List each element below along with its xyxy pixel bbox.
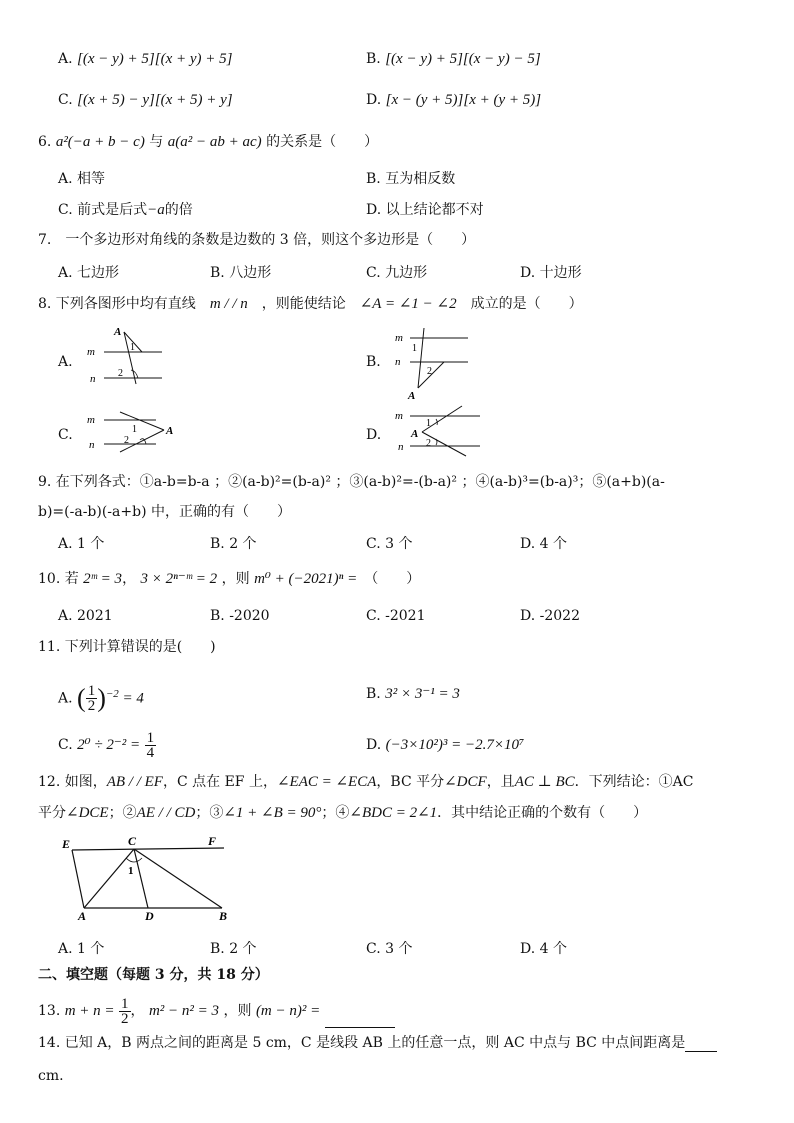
q10-option-d: D. -2022 <box>520 608 580 624</box>
q12-label-D: D <box>145 909 154 923</box>
q8b-label-A: A <box>408 390 416 402</box>
q12-stem-line1: 12. 如图，AB / / EF，C 点在 EF 上，∠EAC = ∠ECA，BC 平分∠DCF，且AC ⊥ BC．下列结论：①AC <box>38 774 694 790</box>
q9-option-c: C. 3 个 <box>366 536 413 552</box>
q8-figure-b <box>394 322 474 402</box>
q7-option-a: A. 七边形 <box>58 265 120 281</box>
q5-option-a: A. [(x − y) + 5][(x + y) + 5] <box>58 51 233 67</box>
q8-figure-c <box>84 404 180 454</box>
q12-stem-line2: 平分∠DCE；②AE / / CD；③∠1 + ∠B = 90°；④∠BDC = 2∠1．其中结论正确的个数有（ ） <box>38 805 648 821</box>
q8c-label-1: 1 <box>132 424 137 435</box>
q10-option-c: C. -2021 <box>366 608 426 624</box>
q8-option-b: B. <box>366 354 381 370</box>
q8-option-a: A. <box>58 354 73 370</box>
q8b-label-1: 1 <box>412 343 417 354</box>
q7-option-c: C. 九边形 <box>366 265 428 281</box>
q7-option-b: B. 八边形 <box>210 265 272 281</box>
q13-stem: 13. m + n = $\frac{1}{2}$ ， m² − n² = 3 ，则 (m − n)² = <box>38 994 395 1028</box>
q8c-label-A: A <box>166 425 174 437</box>
q7-stem: 7. 一个多边形对角线的条数是边数的 3 倍，则这个多边形是（ ） <box>38 232 476 248</box>
q5-option-d: D. [x − (y + 5)][x + (y + 5)] <box>366 92 542 108</box>
q8a-label-m: m <box>87 346 95 358</box>
q12-label-C: C <box>128 834 137 848</box>
q8b-label-2: 2 <box>427 366 432 377</box>
q10-option-a: A. 2021 <box>58 608 113 624</box>
q8-figure-a <box>84 322 174 390</box>
q6-stem: 6. a²(−a + b − c) 与 a(a² − ab + ac) 的关系是（ ） <box>38 134 379 150</box>
q8b-label-m: m <box>395 332 403 344</box>
q11-stem: 11. 下列计算错误的是( ) <box>38 639 216 655</box>
q14-answer-blank[interactable] <box>685 1037 717 1052</box>
q6-option-a: A. 相等 <box>58 171 106 187</box>
q12-label-1: 1 <box>128 865 134 877</box>
q12-option-a: A. 1 个 <box>58 941 105 957</box>
q12-figure <box>58 832 238 924</box>
q8-option-d: D. <box>366 427 382 443</box>
q11-option-a: A. ( $\frac{1}{2}$ )$^{-2}$ = 4 <box>58 683 144 715</box>
q12-option-d: D. 4 个 <box>520 941 567 957</box>
q9-option-b: B. 2 个 <box>210 536 257 552</box>
section-heading-fill-in: 二、填空题（每题 3 分，共 18 分） <box>38 967 269 983</box>
q10-stem: 10. 若 2ᵐ = 3， 3 × 2ⁿ⁻ᵐ = 2 ，则 m⁰ + (−2021)ⁿ = （ ） <box>38 571 421 587</box>
q12-label-F: F <box>208 834 217 848</box>
q6-option-d: D. 以上结论都不对 <box>366 202 484 218</box>
q11-option-d: D. (−3×10²)³ = −2.7×10⁷ <box>366 737 525 753</box>
q8d-label-2: 2 <box>426 438 431 449</box>
q12-label-A: A <box>78 909 87 923</box>
q9-stem-line1: 9. 在下列各式：①a-b=b-a ；②(a-b)²=(b-a)² ；③(a-b)²=-(b-a)² ；④(a-b)³=(b-a)³；⑤(a+b)(a- <box>38 474 665 490</box>
q14-stem-line2: cm. <box>38 1068 64 1084</box>
q8a-label-n: n <box>90 373 96 385</box>
q12-label-B: B <box>219 909 228 923</box>
q8-option-c: C. <box>58 427 73 443</box>
q7-option-d: D. 十边形 <box>520 265 582 281</box>
q8d-label-n: n <box>398 441 404 453</box>
q9-stem-line2: b)=(-a-b)(-a+b) 中，正确的有（ ） <box>38 504 291 520</box>
q8c-label-2: 2 <box>124 435 129 446</box>
q9-option-a: A. 1 个 <box>58 536 105 552</box>
q14-stem-line1: 14. 已知 A，B 两点之间的距离是 5 cm，C 是线段 AB 上的任意一点，则 AC 中点与 BC 中点间距离是 <box>38 1034 717 1052</box>
q8-stem: 8. 下列各图形中均有直线 m / / n ，则能使结论 ∠A = ∠1 − ∠2 成立的是（ ） <box>38 296 583 312</box>
q8d-label-1: 1 <box>426 418 431 429</box>
q12-label-E: E <box>62 837 71 851</box>
q6-option-c: C. 前式是后式−a的倍 <box>58 202 193 218</box>
q8-figure-d <box>392 402 488 458</box>
q9-option-d: D. 4 个 <box>520 536 567 552</box>
q8b-label-n: n <box>395 356 401 368</box>
q12-option-c: C. 3 个 <box>366 941 413 957</box>
q8c-label-n: n <box>89 439 95 451</box>
q8d-label-A: A <box>411 428 419 440</box>
q5-option-b: B. [(x − y) + 5][(x − y) − 5] <box>366 51 541 67</box>
q10-option-b: B. -2020 <box>210 608 270 624</box>
q8a-label-A: A <box>114 326 122 338</box>
q5-option-c: C. [(x + 5) − y][(x + 5) + y] <box>58 92 233 108</box>
q8a-label-1: 1 <box>130 342 135 353</box>
q6-option-b: B. 互为相反数 <box>366 171 456 187</box>
q13-answer-blank[interactable] <box>325 1013 395 1028</box>
q12-option-b: B. 2 个 <box>210 941 257 957</box>
q8d-label-m: m <box>395 410 403 422</box>
q11-option-c: C. 2⁰ ÷ 2⁻² = $\frac{1}{4}$ <box>58 729 155 761</box>
q8c-label-m: m <box>87 414 95 426</box>
q11-option-b: B. 3² × 3⁻¹ = 3 <box>366 686 460 702</box>
q8a-label-2: 2 <box>118 368 123 379</box>
